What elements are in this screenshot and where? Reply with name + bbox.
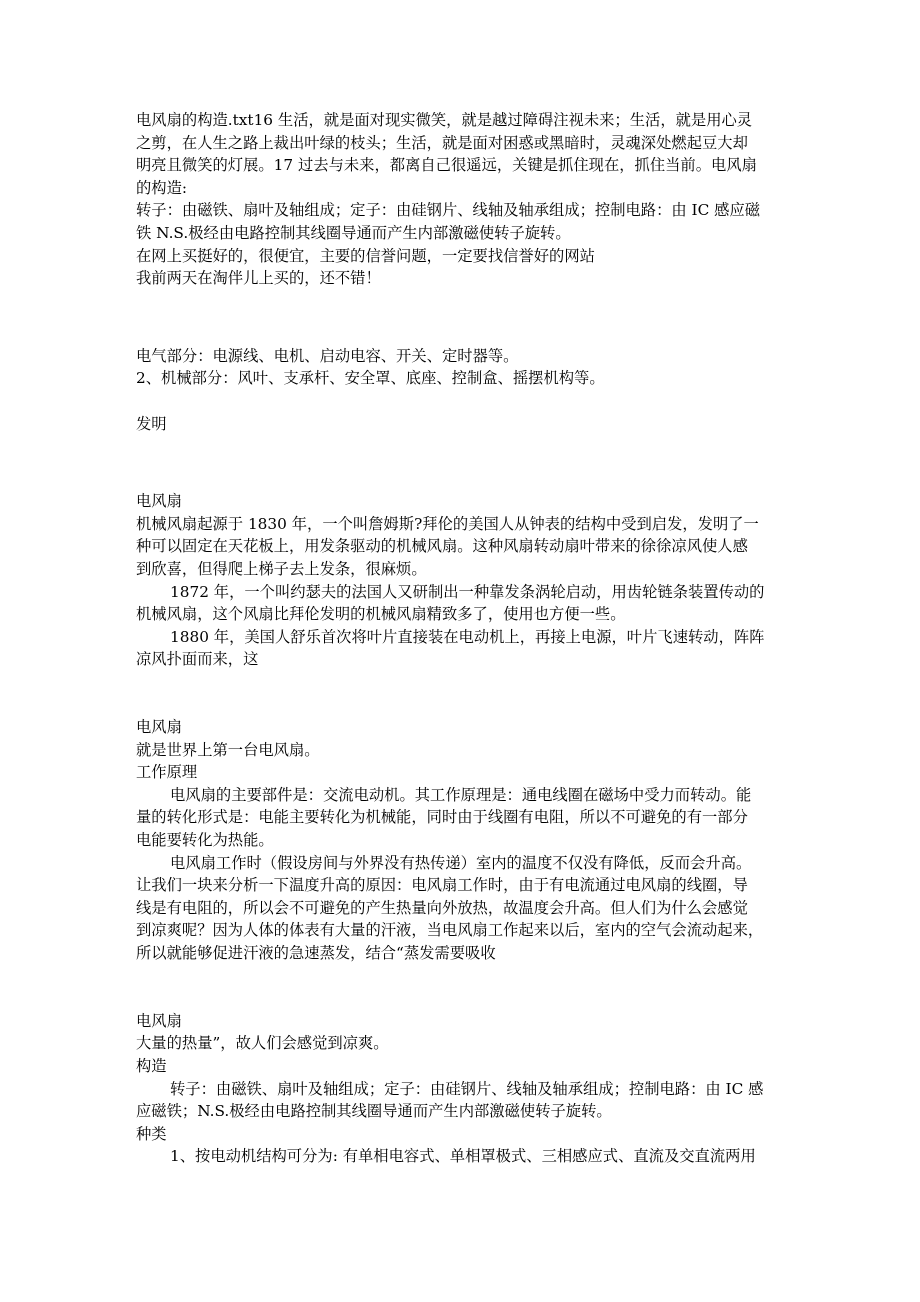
- text-line: 让我们一块来分析一下温度升高的原因：电风扇工作时，由于有电流通过电风扇的线圈，导: [136, 876, 748, 895]
- electrical-parts-line: 电气部分：电源线、电机、启动电容、开关、定时器等。: [136, 346, 519, 365]
- taobao-line: 我前两天在淘伴儿上买的，还不错！: [136, 269, 381, 288]
- text-line: 凉风扑面而来，这: [136, 650, 259, 669]
- text-line: 电能要转化为热能。: [136, 831, 274, 850]
- text-line: 明亮且微笑的灯展。17 过去与未来，都离自己很遥远，关键是抓住现在，抓住当前。电风扇: [136, 156, 757, 175]
- history-paragraph-1830: [136, 513, 796, 581]
- invention-heading: 发明: [136, 414, 167, 433]
- structure-heading: 构造: [136, 1056, 167, 1075]
- web-purchase-line: 在网上买挺好的，很便宜，主要的信誉问题，一定要找信誉好的网站: [136, 246, 595, 265]
- text-line: 电风扇的主要部件是：交流电动机。其工作原理是：通电线圈在磁场中受力而转动。能: [170, 785, 752, 804]
- history-paragraph-1880: [136, 626, 796, 671]
- text-line: 到凉爽呢？因为人体的体表有大量的汗液，当电风扇工作起来以后，室内的空气会流动起来，: [136, 921, 764, 940]
- mechanical-parts-line: 2、机械部分：风叶、支承杆、安全罩、底座、控制盒、摇摆机构等。: [136, 369, 605, 388]
- section-title: 电风扇: [136, 718, 182, 737]
- text-line: 量的转化形式是：电能主要转化为机械能，同时由于线圈有电阻，所以不可避免的有一部分: [136, 808, 748, 827]
- text-line: 所以就能够促进汗液的急速蒸发，结合“蒸发需要吸收: [136, 944, 496, 962]
- principle-heading: 工作原理: [136, 763, 198, 782]
- text-line: 就是世界上第一台电风扇。: [136, 740, 320, 759]
- history-paragraph-1872: [136, 581, 796, 626]
- structure-paragraph: [136, 1078, 796, 1123]
- text-line: 种可以固定在天花板上，用发条驱动的机械风扇。这种风扇转动扇叶带来的徐徐凉风使人感: [136, 537, 748, 556]
- text-line: 铁 N.S.极经由电路控制其线圈导通而产生内部激磁使转子旋转。: [136, 223, 571, 242]
- text-line: 机械风扇起源于 1830 年，一个叫詹姆斯?拜伦的美国人从钟表的结构中受到启发，发明了一: [136, 514, 759, 533]
- principle-paragraph: [136, 784, 796, 852]
- text-line: 1880 年，美国人舒乐首次将叶片直接装在电动机上，再接上电源，叶片飞速转动，阵阵: [170, 627, 765, 646]
- types-line: 1、按电动机结构可分为: 有单相电容式、单相罩极式、三相感应式、直流及交直流两用: [170, 1147, 756, 1166]
- section-title: 电风扇: [136, 492, 182, 511]
- text-line: 之剪，在人生之路上裁出叶绿的枝头；生活，就是面对困惑或黑暗时，灵魂深处燃起豆大却: [136, 133, 748, 152]
- text-line: 1872 年，一个叫约瑟夫的法国人又研制出一种靠发条涡轮启动，用齿轮链条装置传动的: [170, 582, 765, 601]
- text-line: 到欣喜，但得爬上梯子去上发条，很麻烦。: [136, 559, 427, 578]
- intro-paragraph: [136, 109, 796, 199]
- text-line: 线是有电阻的，所以会不可避免的产生热量向外放热，故温度会升高。但人们为什么会感觉: [136, 898, 748, 917]
- text-line: 机械风扇，这个风扇比拜伦发明的机械风扇精致多了，使用也方便一些。: [136, 605, 626, 624]
- text-line: 电风扇的构造.txt16 生活，就是面对现实微笑，就是越过障碍注视未来；生活，就是用心灵: [136, 111, 753, 129]
- section-title: 电风扇: [136, 1011, 182, 1030]
- text-line: 电风扇工作时（假设房间与外界没有热传递）室内的温度不仅没有降低，反而会升高。: [170, 853, 752, 872]
- document-body: [136, 109, 796, 1168]
- temperature-paragraph: [136, 852, 796, 965]
- text-line: 的构造:: [136, 178, 188, 197]
- types-heading: 种类: [136, 1124, 167, 1143]
- text-line: 大量的热量”，故人们会感觉到凉爽。: [136, 1034, 389, 1053]
- rotor-stator-paragraph: [136, 199, 796, 244]
- text-line: 转子：由磁铁、扇叶及轴组成；定子：由硅钢片、线轴及轴承组成；控制电路：由 IC 感: [170, 1079, 764, 1098]
- text-line: 转子：由磁铁、扇叶及轴组成；定子：由硅钢片、线轴及轴承组成；控制电路：由 IC 感应磁: [136, 201, 761, 220]
- text-line: 应磁铁；N.S.极经由电路控制其线圈导通而产生内部激磁使转子旋转。: [136, 1102, 612, 1121]
